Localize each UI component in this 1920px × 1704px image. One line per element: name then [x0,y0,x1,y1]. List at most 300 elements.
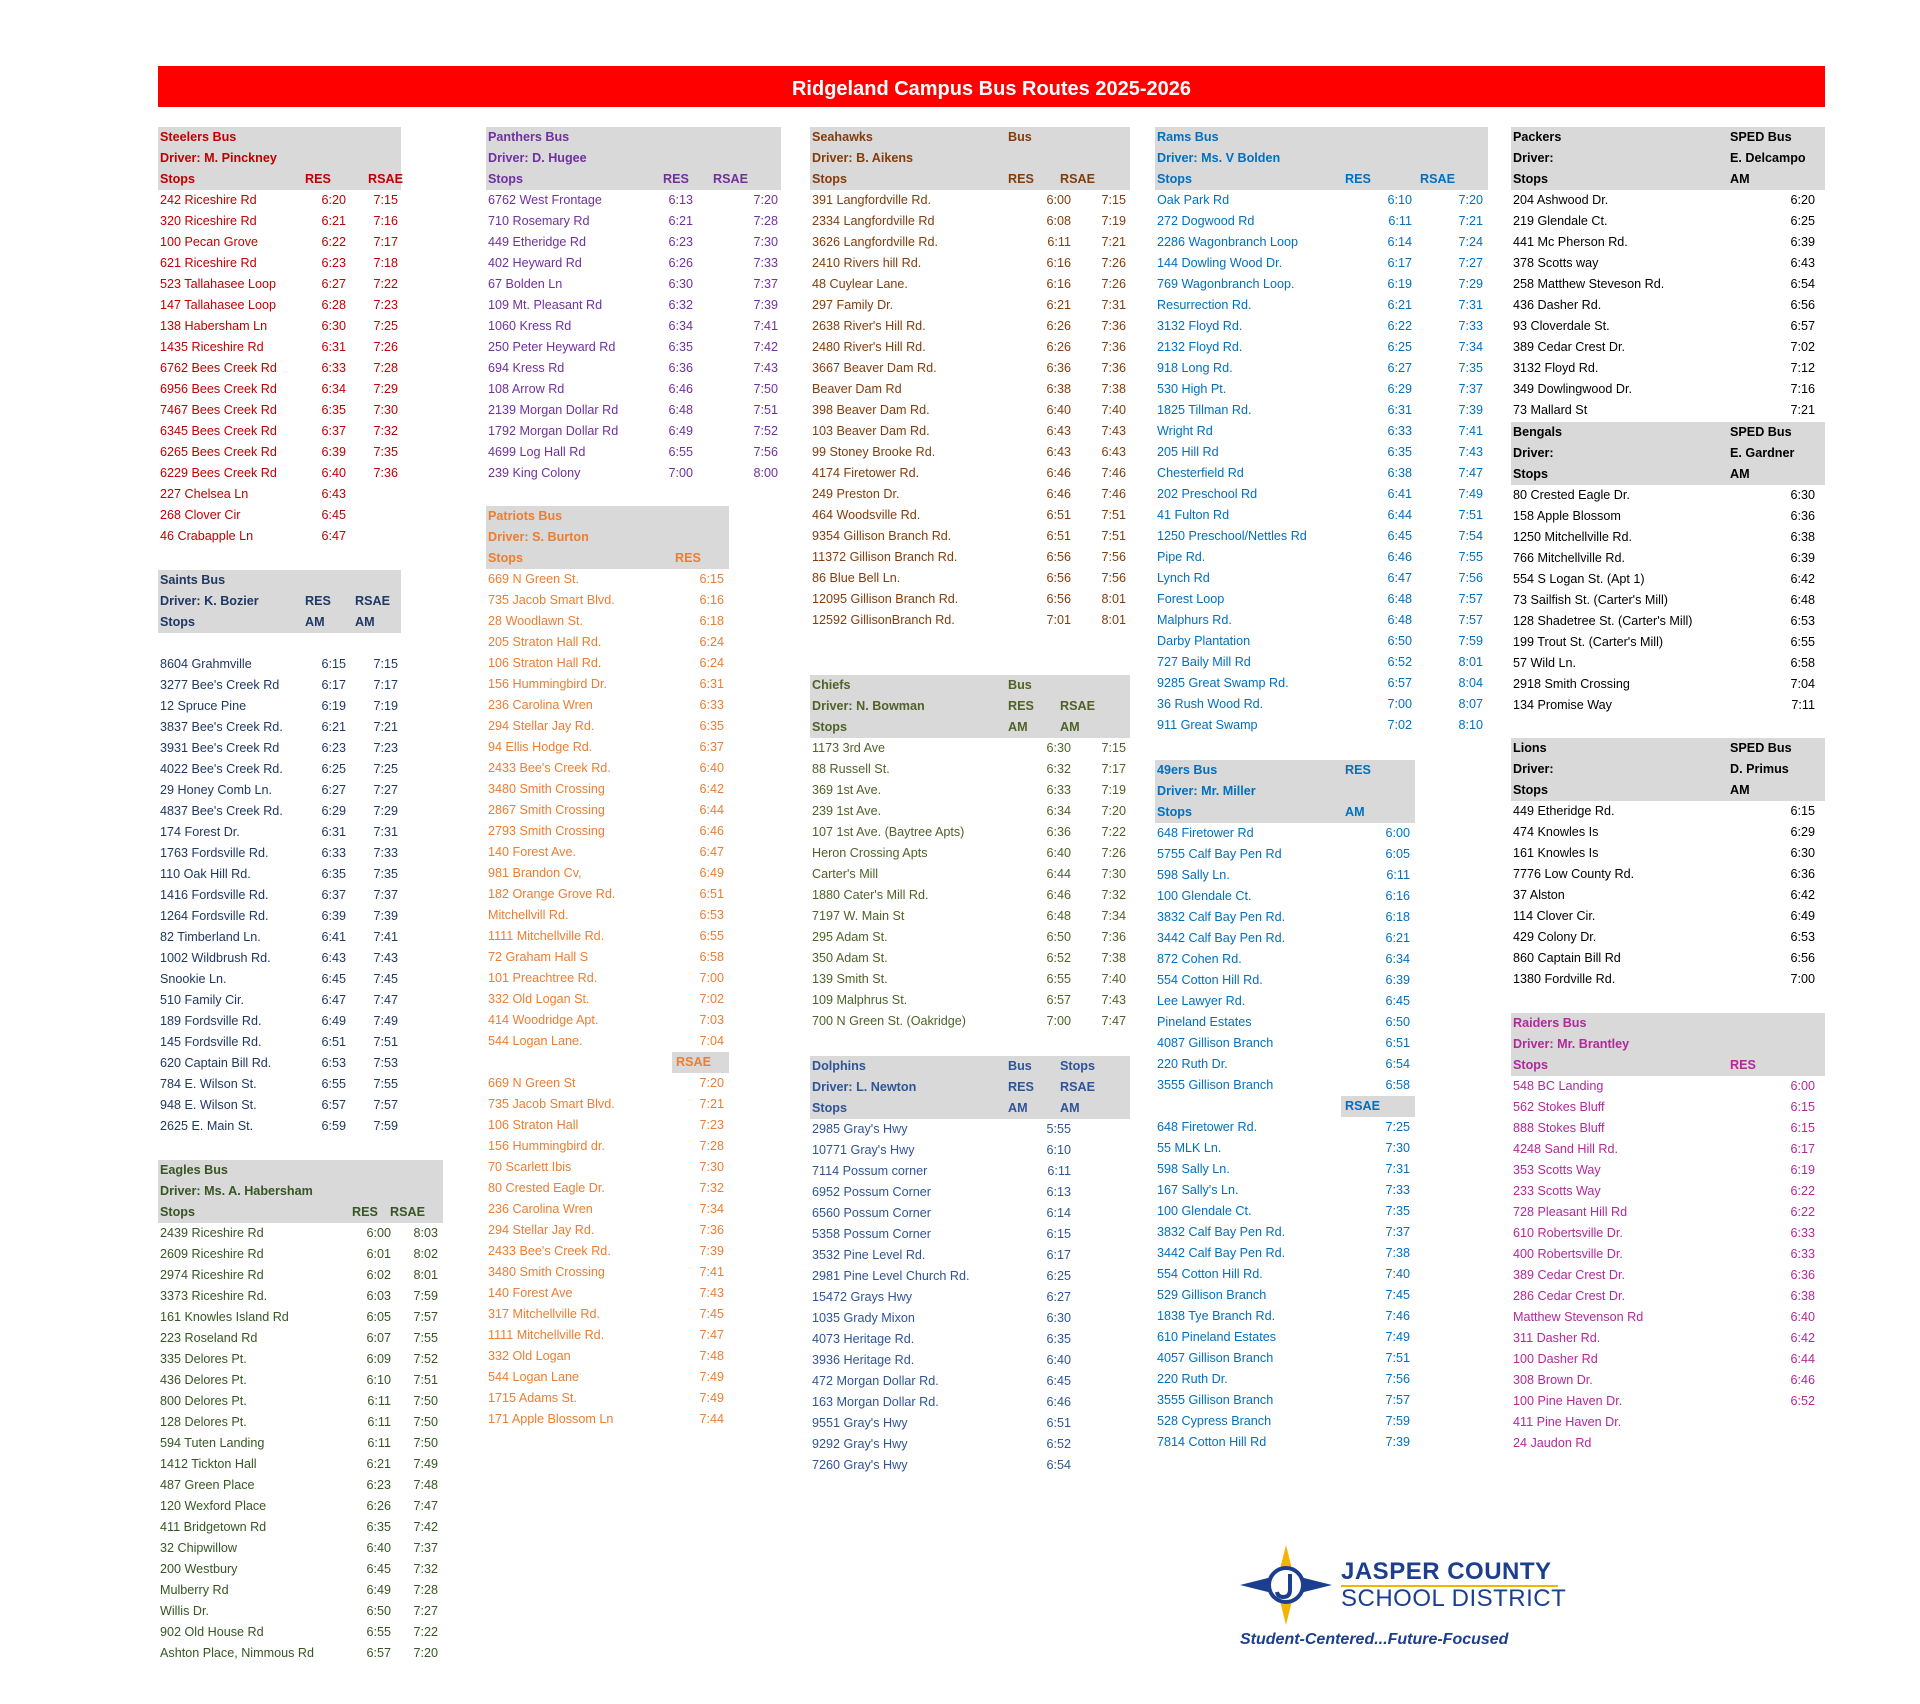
district-logo [1240,1545,1570,1655]
stop-time: 7:50 [413,1394,438,1408]
stop-time: 6:25 [1387,340,1412,354]
stop-name: 3480 Smith Crossing [488,1265,605,1279]
header-column: AM [1730,172,1750,186]
stop-name: 554 S Logan St. (Apt 1) [1513,572,1645,586]
stop-row [158,379,401,400]
stop-name: 29 Honey Comb Ln. [160,783,273,797]
stop-name: 3480 Smith Crossing [488,782,605,796]
stop-row [158,526,401,547]
stop-time: 7:37 [413,1541,438,1555]
stop-time: 6:23 [321,256,346,270]
stop-time: 7:50 [753,382,778,396]
stop-row [1511,190,1825,211]
header-column: AM [1008,1101,1028,1115]
stop-name: 120 Wexford Place [160,1499,267,1513]
stop-row [158,675,401,696]
stop-name: 308 Brown Dr. [1513,1373,1593,1387]
stop-time: 6:11 [1047,1164,1071,1178]
stop-time: 7:39 [1458,403,1483,417]
stop-name: 3626 Langfordville Rd. [812,235,939,249]
stop-row [486,884,729,905]
stop-row [1511,400,1825,421]
stop-row [486,1094,729,1115]
stop-time: 6:26 [1046,340,1071,354]
stop-row [810,190,1130,211]
stop-time: 7:42 [753,340,778,354]
stop-row [486,653,729,674]
stop-time: 6:51 [1046,508,1071,522]
stop-row [158,1559,443,1580]
stop-time: 6:18 [699,614,724,628]
stop-row [810,1392,1130,1413]
stop-time: 6:46 [699,824,724,838]
stop-time: 6:15 [1790,1100,1815,1114]
stop-row [1511,885,1825,906]
stop-time: 6:55 [668,445,693,459]
stop-time: 7:20 [1101,804,1126,818]
stop-name: 2410 Rivers hill Rd. [812,256,922,270]
stop-time: 6:48 [1387,592,1412,606]
stop-name: 320 Riceshire Rd [160,214,257,228]
stop-name: 128 Delores Pt. [160,1415,247,1429]
stop-name: 1111 Mitchellville Rd. [488,929,605,943]
stop-name: 472 Morgan Dollar Rd. [812,1374,939,1388]
stop-row [486,1262,729,1283]
stop-time: 7:38 [1101,382,1126,396]
route-header-row [810,148,1130,169]
stop-row [810,780,1130,801]
stop-row [158,274,401,295]
stop-row [1511,232,1825,253]
stop-time: 6:25 [1790,214,1815,228]
stop-row [1155,949,1415,970]
stop-row [1155,484,1488,505]
stop-time: 6:21 [1387,298,1412,312]
stop-time: 6:53 [321,1056,346,1070]
stop-row [810,843,1130,864]
stop-time: 6:33 [1387,424,1412,438]
stop-time: 7:26 [1101,256,1126,270]
stop-time: 6:40 [1046,403,1071,417]
stop-name: 562 Stokes Bluff [1513,1100,1605,1114]
stop-name: 429 Colony Dr. [1513,930,1597,944]
route-header-row [486,527,729,548]
stop-name: 3931 Bee's Creek Rd [160,741,280,755]
stop-row [1155,1243,1415,1264]
header-column: RES [1730,1058,1756,1072]
stop-time: 7:36 [1101,340,1126,354]
stop-time: 7:27 [413,1604,438,1618]
stop-name: 311 Dasher Rd. [1513,1331,1601,1345]
stop-time: 6:20 [1790,193,1815,207]
stop-row [486,611,729,632]
rsae-subheader-row [1155,1096,1415,1117]
stop-time: 7:29 [1458,277,1483,291]
route-header-row [1511,1055,1825,1076]
header-label: Dolphins [812,1059,866,1073]
header-label: Stops [1513,172,1548,186]
stop-name: 11372 Gillison Branch Rd. [812,550,958,564]
stop-time: 7:31 [1385,1162,1410,1176]
stop-row [810,589,1130,610]
stop-row [486,842,729,863]
stop-time: 7:31 [1458,298,1483,312]
stop-time: 7:15 [373,193,398,207]
stop-time: 7:49 [1458,487,1483,501]
stop-name: 411 Bridgetown Rd [160,1520,267,1534]
stop-name: Pipe Rd. [1157,550,1206,564]
stop-time: 7:45 [373,972,398,986]
stop-time: 6:30 [1046,741,1071,755]
stop-time: 7:47 [1458,466,1483,480]
stop-name: Darby Plantation [1157,634,1251,648]
stop-time: 6:43 [1790,256,1815,270]
stop-row [1155,1159,1415,1180]
stop-time: 7:51 [1101,508,1126,522]
stop-row [1511,316,1825,337]
stop-name: 441 Mc Pherson Rd. [1513,235,1628,249]
stop-name: 101 Preachtree Rd. [488,971,598,985]
stop-time: 7:38 [1101,951,1126,965]
stop-row [1511,1076,1825,1097]
stop-time: 6:30 [321,319,346,333]
stop-row [810,1182,1130,1203]
stop-row [158,990,401,1011]
stop-time: 6:13 [668,193,693,207]
header-column: RSAE [1420,172,1455,186]
stop-name: 109 Malphrus St. [812,993,908,1007]
stop-time: 6:27 [1387,361,1412,375]
header-label: Driver: M. Pinckney [160,151,277,165]
route-header-row [810,1077,1130,1098]
stop-name: 3832 Calf Bay Pen Rd. [1157,910,1286,924]
stop-row [1511,506,1825,527]
stop-row [1511,1307,1825,1328]
stop-name: 55 MLK Ln. [1157,1141,1222,1155]
header-label: Driver: Ms. V Bolden [1157,151,1281,165]
stop-time: 6:55 [1046,972,1071,986]
stop-name: 391 Langfordville Rd. [812,193,932,207]
stop-row [486,1283,729,1304]
stop-time: 7:00 [699,971,724,985]
stop-row [810,1011,1130,1032]
route-header-row [158,127,401,148]
stop-name: 3936 Heritage Rd. [812,1353,915,1367]
header-label: Stops [812,172,847,186]
header-label: Driver: [1513,151,1554,165]
stop-name: 523 Tallahasee Loop [160,277,277,291]
stop-row [1511,843,1825,864]
stop-name: 7467 Bees Creek Rd [160,403,277,417]
stop-time: 7:00 [1046,1014,1071,1028]
stop-row [158,337,401,358]
header-column: RES [1345,172,1371,186]
stop-row [158,1328,443,1349]
stop-time: 6:43 [1101,445,1126,459]
stop-time: 7:44 [699,1412,724,1426]
stop-name: 332 Old Logan St. [488,992,590,1006]
route-header-row [158,570,401,591]
stop-name: 544 Logan Lane [488,1370,580,1384]
stop-time: 6:35 [321,867,346,881]
stop-time: 6:49 [366,1583,391,1597]
stop-row [1511,274,1825,295]
stop-time: 6:10 [1046,1143,1071,1157]
stop-time: 6:38 [1387,466,1412,480]
stop-time: 5:55 [1046,1122,1071,1136]
route-header-row [1155,802,1415,823]
stop-time: 7:00 [1790,972,1815,986]
stop-row [486,337,781,358]
stop-time: 7:54 [1458,529,1483,543]
stop-name: 80 Crested Eagle Dr. [488,1181,605,1195]
stop-row [1155,253,1488,274]
stop-time: 6:36 [1790,867,1815,881]
stop-time: 6:56 [1046,550,1071,564]
stop-time: 6:49 [1790,909,1815,923]
stop-time: 6:58 [1790,656,1815,670]
stop-time: 7:59 [373,1119,398,1133]
stop-name: 1111 Mitchellville Rd. [488,1328,605,1342]
header-label: Driver: N. Bowman [812,699,925,713]
stop-name: 735 Jacob Smart Blvd. [488,1097,615,1111]
stop-name: 1412 Tickton Hall [160,1457,257,1471]
stop-row [158,232,401,253]
route-header-row [158,1160,443,1181]
stop-row [158,1496,443,1517]
stop-time: 6:15 [1790,804,1815,818]
stop-name: 554 Cotton Hill Rd. [1157,1267,1263,1281]
stop-row [1155,1138,1415,1159]
stop-row [1155,991,1415,1012]
stop-time: 7:39 [373,909,398,923]
stop-time: 6:42 [1790,1331,1815,1345]
stop-time: 6:55 [1790,635,1815,649]
stop-name: 268 Clover Cir [160,508,241,522]
stop-row [810,1140,1130,1161]
stop-time: 7:51 [1385,1351,1410,1365]
stop-row [158,1032,401,1053]
stop-name: 88 Russell St. [812,762,890,776]
route-header-row [486,148,781,169]
stop-name: 2918 Smith Crossing [1513,677,1630,691]
stop-name: 449 Etheridge Rd. [1513,804,1615,818]
stop-name: 2439 Riceshire Rd [160,1226,264,1240]
stop-name: 156 Hummingbird Dr. [488,677,607,691]
stop-name: 948 E. Wilson St. [160,1098,257,1112]
stop-row [1155,694,1488,715]
stop-name: Beaver Dam Rd [812,382,902,396]
stop-name: 411 Pine Haven Dr. [1513,1415,1622,1429]
stop-name: 2139 Morgan Dollar Rd [488,403,619,417]
stop-row [486,1220,729,1241]
stop-row [486,1346,729,1367]
stop-name: 620 Captain Bill Rd. [160,1056,272,1070]
stop-time: 6:23 [366,1478,391,1492]
route-header-row [1511,127,1825,148]
stop-name: 860 Captain Bill Rd [1513,951,1621,965]
stop-time: 6:55 [321,1077,346,1091]
stop-row [810,568,1130,589]
stop-row [158,759,401,780]
stop-name: 510 Family Cir. [160,993,244,1007]
stop-time: 7:51 [1101,529,1126,543]
stop-time: 7:33 [373,846,398,860]
stop-row [1511,864,1825,885]
stop-time: 6:55 [366,1625,391,1639]
route-header-row [158,1181,443,1202]
lions-bus-route [1511,738,1825,990]
stop-time: 7:11 [1791,698,1815,712]
stop-time: 6:16 [1046,256,1071,270]
stop-row [158,927,401,948]
stop-row [1511,379,1825,400]
route-header-row [810,127,1130,148]
stop-row [1155,844,1415,865]
stop-row [1511,906,1825,927]
stop-name: 3832 Calf Bay Pen Rd. [1157,1225,1286,1239]
route-header-row [1155,169,1488,190]
stop-time: 6:43 [1046,445,1071,459]
stop-name: 2480 River's Hill Rd. [812,340,926,354]
stop-time: 7:50 [413,1415,438,1429]
stop-row [810,801,1130,822]
stop-row [158,1053,401,1074]
stop-name: 3837 Bee's Creek Rd. [160,720,283,734]
header-label: Driver: L. Newton [812,1080,917,1094]
stop-name: 398 Beaver Dam Rd. [812,403,930,417]
stop-time: 6:42 [1790,572,1815,586]
stop-time: 7:28 [753,214,778,228]
stop-row [810,738,1130,759]
stop-time: 6:56 [1046,592,1071,606]
stop-row [1155,1033,1415,1054]
stop-time: 6:39 [1790,235,1815,249]
niners-bus-route [1155,760,1415,1453]
route-header-row [486,548,729,569]
stop-time: 7:43 [699,1286,724,1300]
stop-row [158,1223,443,1244]
stop-time: 7:56 [753,445,778,459]
stop-name: 389 Cedar Crest Dr. [1513,340,1625,354]
stop-row [158,1116,401,1137]
stop-time: 6:52 [1790,1394,1815,1408]
stop-row [1155,1075,1415,1096]
stop-time: 6:48 [1387,613,1412,627]
stop-row [158,717,401,738]
stop-name: 2793 Smith Crossing [488,824,605,838]
stop-time: 6:50 [1385,1015,1410,1029]
stop-time: 6:26 [668,256,693,270]
route-header-row [810,675,1130,696]
stop-row [810,400,1130,421]
stop-name: 205 Hill Rd [1157,445,1219,459]
stop-time: 7:17 [373,235,398,249]
stop-time: 7:01 [1046,613,1071,627]
stop-row [158,864,401,885]
stop-row [810,253,1130,274]
stop-time: 6:48 [668,403,693,417]
route-header-row [158,591,401,612]
stop-name: 4248 Sand Hill Rd. [1513,1142,1619,1156]
stop-time: 7:53 [373,1056,398,1070]
stop-name: 258 Matthew Steveson Rd. [1513,277,1665,291]
stop-row [486,211,781,232]
stop-time: 7:46 [1101,466,1126,480]
header-column: AM [305,615,325,629]
stop-row [1511,1391,1825,1412]
stop-time: 8:01 [1458,655,1483,669]
stop-time: 6:27 [321,277,346,291]
stop-time: 7:21 [1101,235,1126,249]
stop-time: 7:36 [1101,319,1126,333]
header-label: Raiders Bus [1513,1016,1587,1030]
stop-time: 7:36 [1101,930,1126,944]
stop-time: 6:43 [321,487,346,501]
stop-row [810,885,1130,906]
header-label: Steelers Bus [160,130,237,144]
stop-name: 1792 Morgan Dollar Rd [488,424,619,438]
stop-row [1511,485,1825,506]
stop-name: 134 Promise Way [1513,698,1612,712]
stop-time: 6:22 [1790,1205,1815,1219]
stop-row [1155,886,1415,907]
stop-name: 530 High Pt. [1157,382,1227,396]
stop-time: 6:37 [321,424,346,438]
stop-time: 6:07 [366,1331,391,1345]
stop-time: 6:16 [1046,277,1071,291]
stop-time: 6:23 [668,235,693,249]
stop-time: 6:15 [321,657,346,671]
stop-name: 249 Preston Dr. [812,487,900,501]
stop-time: 6:42 [699,782,724,796]
stop-row [810,1287,1130,1308]
header-column: RSAE [368,172,403,186]
stop-time: 6:35 [668,340,693,354]
stop-time: 6:21 [321,720,346,734]
stop-row [486,1115,729,1136]
stop-time: 6:02 [366,1268,391,1282]
stop-row [1511,1412,1825,1433]
stop-time: 6:33 [1790,1247,1815,1261]
stop-row [158,822,401,843]
stop-name: Matthew Stevenson Rd [1513,1310,1644,1324]
stop-time: 6:32 [668,298,693,312]
stop-name: 1763 Fordsville Rd. [160,846,269,860]
stop-name: 727 Baily Mill Rd [1157,655,1251,669]
stop-time: 6:27 [1046,1290,1071,1304]
stop-time: 6:21 [1385,931,1410,945]
stop-row [486,821,729,842]
stop-row [1511,1265,1825,1286]
stop-time: 7:35 [1385,1204,1410,1218]
stop-name: 648 Firetower Rd. [1157,1120,1258,1134]
stop-time: 6:59 [321,1119,346,1133]
stop-time: 7:36 [373,466,398,480]
stop-name: 769 Wagonbranch Loop. [1157,277,1295,291]
stop-time: 6:27 [321,783,346,797]
header-column: RES [305,172,331,186]
stop-time: 7:51 [413,1373,438,1387]
stop-time: 6:20 [321,193,346,207]
stop-row [158,1580,443,1601]
stop-time: 6:56 [1046,571,1071,585]
stop-row [486,905,729,926]
stop-row [1155,526,1488,547]
stop-time: 7:20 [1458,193,1483,207]
stop-row [486,274,781,295]
stop-name: 103 Beaver Dam Rd. [812,424,930,438]
